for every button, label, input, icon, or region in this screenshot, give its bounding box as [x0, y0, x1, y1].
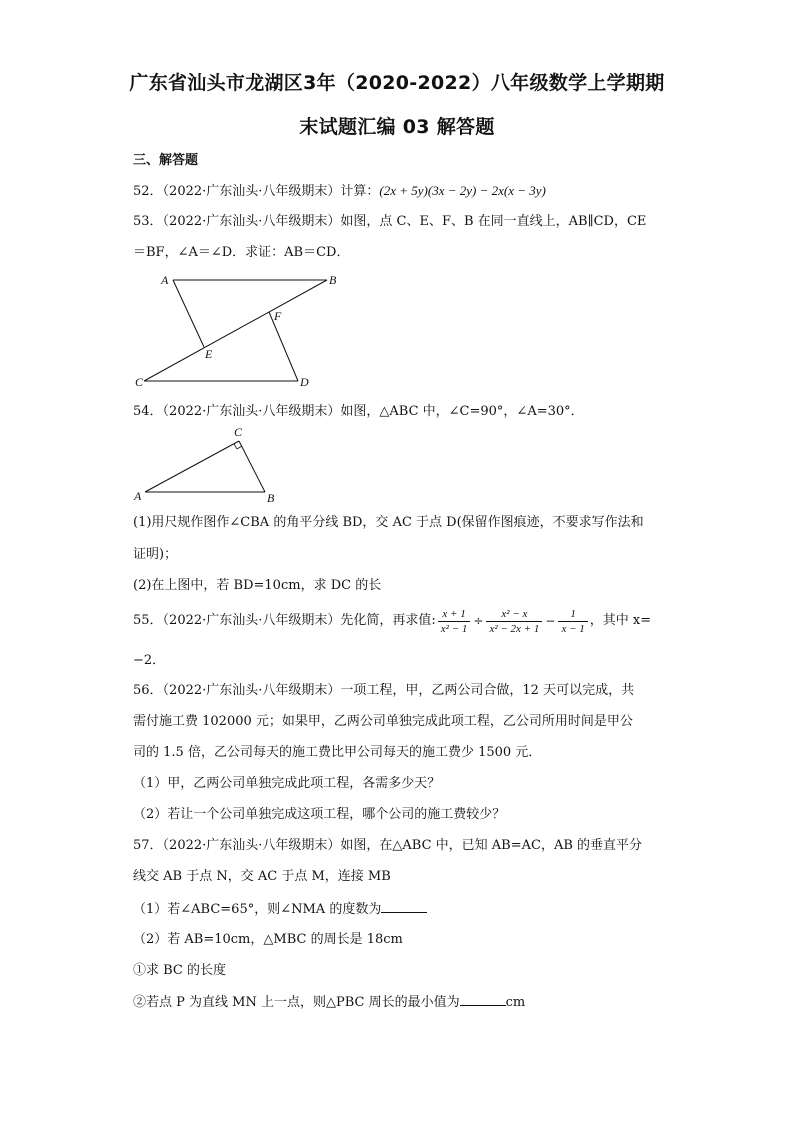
question-55-line-1 — [133, 604, 663, 638]
label-A: A — [161, 273, 169, 287]
fraction-1 — [438, 607, 471, 636]
answer-blank — [381, 900, 427, 913]
operator-minus: − — [545, 614, 556, 628]
label-E: E — [205, 347, 213, 361]
question-57-line-2: 线交 AB 于点 N，交 AC 于点 M，连接 MB — [133, 869, 391, 884]
question-54-figure — [130, 422, 290, 507]
question-57-sub-2-text: ②若点 P 为直线 MN 上一点，则△PBC 周长的最小值为 — [133, 995, 460, 1010]
fraction-2-numerator: x² − x — [486, 607, 542, 622]
label-B: B — [329, 273, 337, 287]
question-52-expression: (2x + 5y)(3x − 2y) − 2x(x − 3y) — [379, 183, 546, 198]
question-55-prefix: 55．（2022·广东汕头·八年级期末）先化简，再求值: — [133, 613, 436, 628]
question-52-prefix: 52．（2022·广东汕头·八年级期末）计算： — [133, 184, 380, 199]
question-56-line-2: 需付施工费 102000 元；如果甲，乙两公司单独完成此项工程，乙公司所用时间是甲公 — [133, 714, 633, 729]
question-57-sub-2 — [133, 993, 663, 1012]
question-57-part-1-text: （1）若∠ABC=65°，则∠NMA 的度数为 — [133, 902, 382, 917]
question-54-part-2: (2)在上图中，若 BD=10cm，求 DC 的长 — [133, 578, 382, 593]
question-53-figure — [130, 270, 350, 390]
question-54-part-1-line-1: (1)用尺规作图作∠CBA 的角平分线 BD，交 AC 于点 D(保留作图痕迹，不要求写作法和 — [133, 515, 644, 530]
label-A: A — [134, 489, 142, 503]
answer-blank — [460, 993, 506, 1006]
label-C: C — [234, 425, 243, 439]
question-54-line-1: 54．（2022·广东汕头·八年级期末）如图，△ABC 中，∠C=90°，∠A=30°． — [133, 404, 584, 419]
question-55-suffix: ，其中 x= — [589, 613, 652, 628]
question-53-line-2: ＝BF，∠A＝∠D．求证：AB＝CD． — [133, 245, 350, 260]
section-heading: 三、解答题 — [133, 153, 199, 168]
label-D: D — [300, 375, 309, 389]
question-57-part-1 — [133, 900, 663, 919]
fraction-3-numerator: 1 — [558, 607, 587, 622]
question-56-part-1: （1）甲，乙两公司单独完成此项工程，各需多少天？ — [133, 776, 441, 791]
segment-CB — [239, 441, 265, 492]
question-55-line-2: −2． — [133, 653, 166, 668]
document-title-line-2: 末试题汇编 03 解答题 — [299, 116, 495, 138]
fraction-1-numerator: x + 1 — [438, 607, 471, 622]
question-53-line-1: 53．（2022·广东汕头·八年级期末）如图，点 C、E、F、B 在同一直线上，AB∥CD，CE — [133, 214, 647, 229]
segment-AE — [173, 280, 204, 347]
segment-AC — [145, 441, 239, 492]
label-C: C — [135, 375, 144, 389]
question-57-line-1: 57．（2022·广东汕头·八年级期末）如图，在△ABC 中，已知 AB=AC，AB 的垂直平分 — [133, 838, 643, 853]
question-56-line-1: 56．（2022·广东汕头·八年级期末）一项工程，甲，乙两公司合做，12 天可以完成，共 — [133, 683, 635, 698]
fraction-1-denominator: x² − 1 — [440, 622, 468, 635]
question-56-line-3: 司的 1.5 倍，乙公司每天的施工费比甲公司每天的施工费少 1500 元． — [133, 745, 542, 760]
fraction-3 — [558, 607, 587, 636]
label-B: B — [267, 491, 275, 505]
question-54-part-1-line-2: 证明)； — [133, 547, 178, 562]
fraction-3-denominator: x − 1 — [561, 622, 585, 635]
question-52 — [133, 182, 663, 201]
fraction-2 — [486, 607, 542, 636]
question-57-sub-1: ①求 BC 的长度 — [133, 963, 227, 978]
fraction-2-denominator: x² − 2x + 1 — [489, 622, 540, 635]
question-56-part-2: （2）若让一个公司单独完成这项工程，哪个公司的施工费较少？ — [133, 807, 506, 822]
segment-CB — [144, 280, 327, 381]
operator-divide: ÷ — [473, 614, 484, 628]
question-57-sub-2-unit: cm — [505, 995, 526, 1010]
label-F: F — [274, 309, 282, 323]
question-57-part-2: （2）若 AB=10cm，△MBC 的周长是 18cm — [133, 932, 403, 947]
document-title-line-1: 广东省汕头市龙湖区3年（2020-2022）八年级数学上学期期 — [129, 72, 665, 94]
